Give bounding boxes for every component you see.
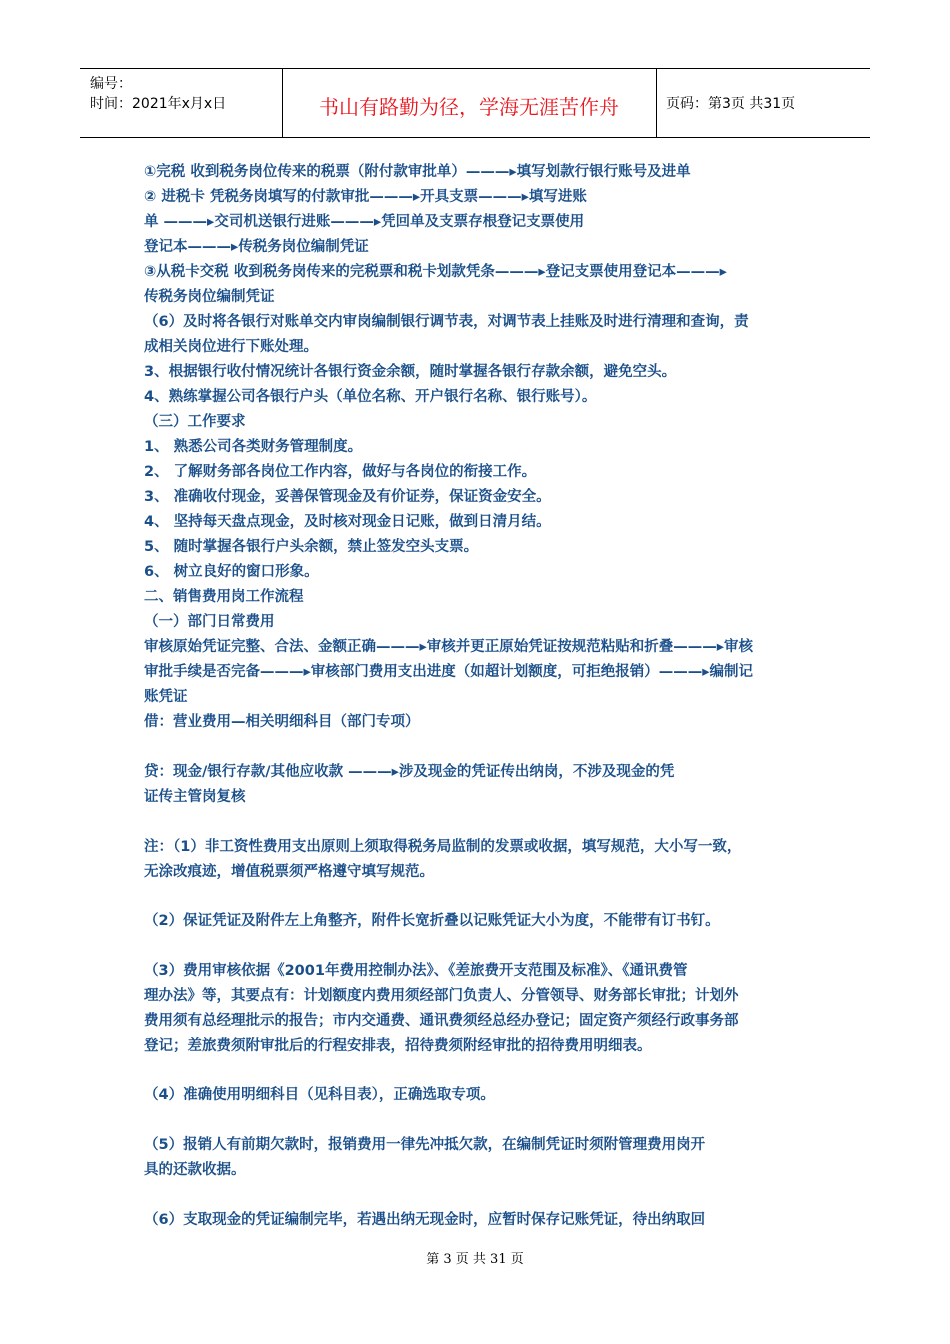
body-line: 贷：现金/银行存款/其他应收款 ———▸涉及现金的凭证传出纳岗，不涉及现金的凭 xyxy=(144,764,675,780)
body-line: ①完税 收到税务岗位传来的税票（附付款审批单）———▸填写划款行银行账号及进单 xyxy=(144,164,691,180)
body-line: 1、 熟悉公司各类财务管理制度。 xyxy=(144,439,363,455)
body-line: 传税务岗位编制凭证 xyxy=(144,289,275,305)
body-line: 审批手续是否完备———▸审核部门费用支出进度（如超计划额度，可拒绝报销）———▸编制记 xyxy=(144,664,754,680)
body-line: （5）报销人有前期欠款时，报销费用一律先冲抵欠款，在编制凭证时须附管理费用岗开 xyxy=(144,1137,706,1153)
body-line: （2）保证凭证及附件左上角整齐，附件长宽折叠以记账凭证大小为度，不能带有订书钉。 xyxy=(144,913,720,929)
body-line: （6）支取现金的凭证编制完毕，若遇出纳无现金时，应暂时保存记账凭证，待出纳取回 xyxy=(144,1212,706,1228)
body-line: 3、根据银行收付情况统计各银行资金余额，随时掌握各银行存款余额，避免空头。 xyxy=(144,364,677,380)
document-code-label: 编号： xyxy=(90,76,132,92)
body-line: （6）及时将各银行对账单交内审岗编制银行调节表，对调节表上挂账及时进行清理和查询，责 xyxy=(144,314,749,330)
body-line: 借：营业费用—相关明细科目（部门专项） xyxy=(144,714,420,730)
body-line: 证传主管岗复核 xyxy=(144,789,246,805)
body-line: 成相关岗位进行下账处理。 xyxy=(144,339,318,355)
header-page-cell xyxy=(656,69,870,137)
body-line: 4、熟练掌握公司各银行户头（单位名称、开户银行名称、银行账号）。 xyxy=(144,389,597,405)
body-line: 3、 准确收付现金，妥善保管现金及有价证券，保证资金安全。 xyxy=(144,489,551,505)
body-line: ② 进税卡 凭税务岗填写的付款审批———▸开具支票———▸填写进账 xyxy=(144,189,587,205)
body-line: 单 ———▸交司机送银行进账———▸凭回单及支票存根登记支票使用 xyxy=(144,214,585,230)
body-line: 无涂改痕迹，增值税票须严格遵守填写规范。 xyxy=(144,864,434,880)
body-line: 登记本———▸传税务岗位编制凭证 xyxy=(144,239,369,255)
body-line: 4、 坚持每天盘点现金，及时核对现金日记账，做到日清月结。 xyxy=(144,514,551,530)
body-line: 费用须有总经理批示的报告；市内交通费、通讯费须经总经办登记；固定资产须经行政事务部 xyxy=(144,1013,739,1029)
body-line: 具的还款收据。 xyxy=(144,1162,246,1178)
body-line: （3）费用审核依据《2001年费用控制办法》、《差旅费开支范围及标准》、《通讯费管 xyxy=(144,963,688,979)
body-line: 账凭证 xyxy=(144,689,188,705)
section-heading: （一）部门日常费用 xyxy=(144,614,275,630)
body-line: 审核原始凭证完整、合法、金额正确———▸审核并更正原始凭证按规范粘贴和折叠———▸审核 xyxy=(144,639,754,655)
body-line: 理办法》等，其要点有：计划额度内费用须经部门负责人、分管领导、财务部长审批；计划外 xyxy=(144,988,739,1004)
section-heading: 二、销售费用岗工作流程 xyxy=(144,589,304,605)
body-line: 2、 了解财务部各岗位工作内容，做好与各岗位的衔接工作。 xyxy=(144,464,537,480)
body-line: 5、 随时掌握各银行户头余额，禁止签发空头支票。 xyxy=(144,539,479,555)
page-footer: 第 3 页 共 31 页 xyxy=(426,1252,524,1267)
page-header xyxy=(80,68,870,138)
section-heading: （三）工作要求 xyxy=(144,414,246,430)
header-motto-cell xyxy=(282,69,657,137)
header-page-info: 页码：第3页 共31页 xyxy=(666,96,796,112)
body-line: 注：（1）非工资性费用支出原则上须取得税务局监制的发票或收据，填写规范，大小写一致， xyxy=(144,839,742,855)
header-motto: 书山有路勤为径，学海无涯苦作舟 xyxy=(319,95,619,119)
body-line: （4）准确使用明细科目（见科目表），正确选取专项。 xyxy=(144,1087,495,1103)
body-line: 6、 树立良好的窗口形象。 xyxy=(144,564,319,580)
header-info-cell xyxy=(80,69,283,137)
body-line: 登记；差旅费须附审批后的行程安排表，招待费须附经审批的招待费用明细表。 xyxy=(144,1038,652,1054)
body-line: ③从税卡交税 收到税务岗传来的完税票和税卡划款凭条———▸登记支票使用登记本———▸ xyxy=(144,264,727,280)
document-time-label: 时间：2021年x月x日 xyxy=(90,96,227,112)
